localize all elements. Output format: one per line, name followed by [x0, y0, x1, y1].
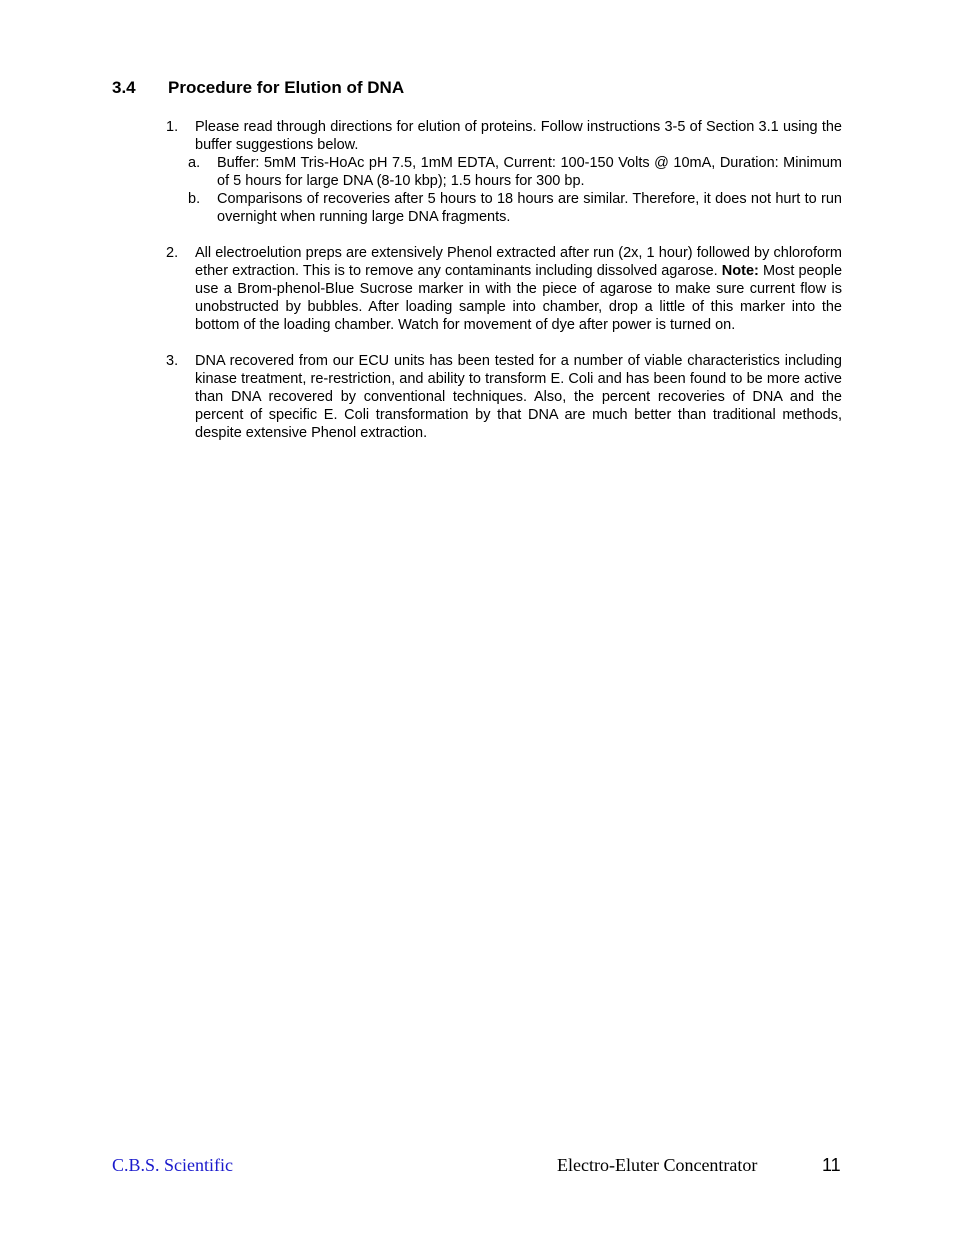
list-item-text: DNA recovered from our ECU units has been tested for a number of viable characteristics including kinase treatment, re-restriction, and ability to transform E. Coli and has been found to be more active than DNA recovered by conventional techniques. Also, the percent recoveries of DNA and the percent of specific E. Coli transformation by that DNA are much better than traditional methods, despite extensive Phenol extraction.	[195, 353, 842, 441]
list-item-marker: 2.	[166, 245, 179, 261]
footer-company-name: C.B.S. Scientific	[112, 1155, 233, 1175]
list-item-text: All electroelution preps are extensively Phenol extracted after run (2x, 1 hour) followed by chloroform ether extraction. This is to remove any contaminants including dissolved agarose.	[195, 245, 842, 279]
list-item	[166, 118, 842, 226]
page-number: 11	[822, 1155, 841, 1175]
footer-product-name: Electro-Eluter Concentrator	[557, 1155, 758, 1175]
note-label: Note:	[721, 263, 759, 279]
section-title: Procedure for Elution of DNA	[168, 78, 405, 97]
sub-list-item	[166, 154, 842, 190]
list-item	[166, 352, 842, 442]
note-text: Most people use a Brom-phenol-Blue Sucrose marker in with the piece of agarose to make sure current flow is unobstructed by bubbles. After loading sample into chamber, drop a little of this marker into the bottom of the loading chamber. Watch for movement of dye after power is turned on.	[195, 263, 843, 333]
list-item-marker: 3.	[166, 353, 179, 369]
list-item	[166, 244, 842, 334]
list-item-paragraph	[195, 244, 842, 334]
list-item-marker: 1.	[166, 119, 179, 135]
sub-list-item-marker: a.	[188, 155, 201, 171]
sub-list-item	[166, 190, 842, 226]
sub-list-item-text: Buffer: 5mM Tris-HoAc pH 7.5, 1mM EDTA, Current: 100-150 Volts @ 10mA, Duration: Minimum of 5 hours for large DNA (8-10 kbp); 1.5 hours for 300 bp.	[217, 155, 842, 189]
sub-list-item-marker: b.	[188, 191, 201, 207]
procedure-list	[166, 118, 842, 460]
section-number: 3.4	[112, 78, 136, 97]
sub-list-item-text: Comparisons of recoveries after 5 hours to 18 hours are similar. Therefore, it does not hurt to run overnight when running large DNA fragments.	[217, 191, 842, 225]
section-heading	[112, 78, 404, 98]
list-item-text: Please read through directions for elution of proteins. Follow instructions 3-5 of Section 3.1 using the buffer suggestions below.	[195, 119, 842, 153]
sub-list	[188, 154, 842, 226]
